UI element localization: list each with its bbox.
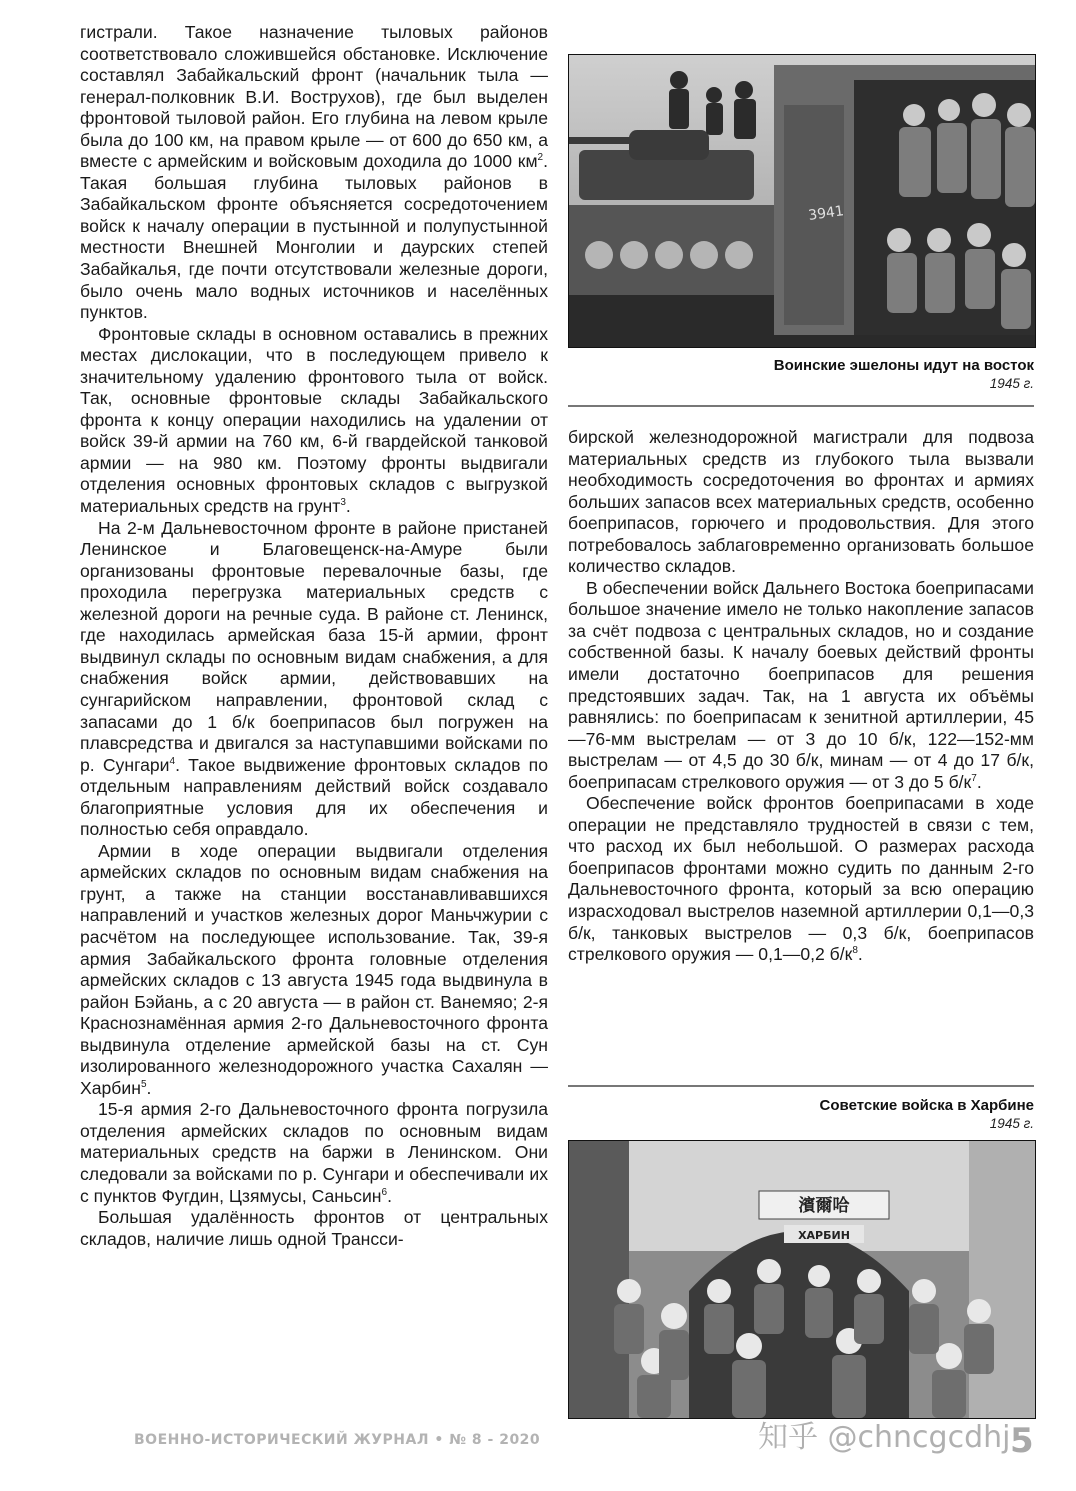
harbin-soldiers-photo [568,1140,1036,1419]
paragraph [80,324,548,518]
paragraph [80,518,548,841]
paragraph [568,578,1034,793]
left-text-column [80,22,548,1250]
paragraph-text: На 2-м Дальневосточном фронте в районе пристаней Ленинское и Благовещенск-на-Амуре были организованы фронтовые перевалочные базы, где проходила перегрузка материальных средств с железной дороги на речные суда. В районе ст. Ленинск, где находилась армейская база 15-й армии, фронт выдвинул склады по основным видам снабжения, а для снабжения войск армии, действовавших на сунгарийском направлении, фронтовой склад с запасами до 1 б/к боеприпасов был погружен на плавсредства и двигался за наступавшими войсками по р. Сунгари [80,517,548,775]
paragraph-text: Большая удалённость фронтов от центральных складов, наличие лишь одной Трансси- [80,1207,548,1249]
paragraph-text: Армии в ходе операции выдвигали отделения армейских складов по основным видам снабжения на грунт, а также на станции восстанавливавшихся направлений и участков железных дорог Маньчжурии с расчётом на последующее использование. Так, 39-я армия Забайкальского фронта головные отделения армейских складов с 13 августа 1945 года выдвинула в район Бэйань, а с 20 августа — в район ст. Ванемяо; 2-я Краснознамённая армия 2-го Дальневосточного фронта выдвинула отделение армейской базы на ст. Сун изолированного железнодорожного участка Сахалян — Харбин [80,840,548,1098]
footnote-ref: 4 [169,755,176,767]
paragraph [568,793,1034,965]
paragraph-text: В обеспечении войск Дальнего Востока боеприпасами большое значение имело не только накопление запасов за счёт подвоза с центральных складов, но и создание собственной базы. К началу боевых действий фронты имели достаточно боеприпасов для решения предстоявших задач. Так, на 1 августа их объёмы равнялись: по боеприпасам к зенитной артиллерии, 45—76-мм выстрелам — от 3 до 10 б/к, 122—152-мм выстрелам — от 4,5 до 30 б/к, минам — от 4 до 17 б/к, боеприпасам стрелкового оружия — от 3 до 5 б/к [568,577,1034,792]
train-photo-year: 1945 г. [989,376,1034,391]
paragraph-text: бирской железнодорожной магистрали для подвоза материальных средств из глубокого тыла вызвали необходимость сосредоточения во фронтах и армиях больших запасов всех материальных средств, особенно боеприпасов, горючего и продовольствия. Для этого потребовалось заблаговременно организовать большое количество складов. [568,427,1034,577]
paragraph-tail: . [976,771,982,792]
paragraph [568,427,1034,578]
journal-name: ВОЕННО-ИСТОРИЧЕСКИЙ ЖУРНАЛ [134,1432,429,1448]
train-photo-illustration [569,55,1035,347]
paragraph-tail: . [387,1185,392,1206]
footnote-ref: 7 [971,772,977,784]
paragraph [80,841,548,1100]
train-echelon-photo [568,54,1036,348]
paragraph-text: Обеспечение войск фронтов боеприпасами в ходе операции не представляло трудностей в связи с тем, что расход их был небольшой. О размерах расхода боеприпасов фронтами можно судить по данным 2-го Дальневосточного фронта, который за всю операцию израсходовал выстрелов наземной артиллерии 0,1—0,3 б/к, танковых выстрелов — 0,3 б/к, боеприпасов стрелкового оружия — 0,1—0,2 б/к [568,793,1034,965]
divider-bottom [568,1085,1034,1087]
footnote-ref: 8 [852,945,858,957]
harbin-photo-illustration [569,1141,1035,1418]
harbin-sign-chinese: 濱爾哈 [798,1196,850,1216]
paragraph-text: 15-я армия 2-го Дальневосточного фронта погрузила отделения армейских складов по основным видам материальных средств на баржи в Ленинском. Они следовали за войсками по р. Сунгари и обеспечивали их с пунктов Фугдин, Цзямусы, Саньсин [80,1099,548,1206]
harbin-photo-caption: Советские войска в Харбине [819,1097,1034,1114]
train-photo-caption: Воинские эшелоны идут на восток [773,357,1034,374]
journal-issue: • № 8 - 2020 [434,1432,541,1448]
footnote-ref: 5 [140,1078,147,1090]
paragraph-tail: . [857,944,863,965]
right-text-column [568,427,1034,966]
paragraph-tail: . [345,496,351,517]
car-number-text: 3941 [807,203,845,224]
paragraph [80,22,548,324]
divider-top [568,405,1034,407]
harbin-photo-year: 1945 г. [989,1116,1034,1131]
footnote-ref: 3 [340,497,346,509]
paragraph-tail: . [146,1077,152,1098]
footnote-ref: 2 [537,152,544,164]
footnote-ref: 6 [381,1186,388,1198]
harbin-sign-text: ХАРБИН [798,1229,850,1242]
paragraph [80,1099,548,1207]
journal-footer [134,1432,540,1448]
page-number: 5 [1010,1421,1034,1461]
paragraph [80,1207,548,1250]
paragraph-text: Фронтовые склады в основном оставались в прежних местах дислокации, что в последующем привело к значительному удалению фронтового тыла от войск. Так, основные фронтовые склады Забайкальского фронта к концу операции находились на удалении от войск 39-й армии на 760 км, 6-й гвардейской танковой армии — на 980 км. Поэтому фронты выдвигали отделения основных фронтовых складов с выгрузкой материальных средств на грунт [80,323,548,517]
paragraph-tail: . Такая большая глубина тыловых районов в Забайкальском фронте объясняется сосредоточением войск к началу операции в пустынной и полупустынной местности Внешней Монголии и даурских степей Забайкалья, где почти отсутствовали железные дороги, было очень мало водных источников и населённых пунктов. [80,151,548,323]
paragraph-tail: . Такое выдвижение фронтовых складов по отдельным направлениям действий войск создавало благоприятные условия для их обеспечения и полностью себя оправдало. [80,754,548,840]
paragraph-text: гистрали. Такое назначение тыловых районов соответствовало сложившейся обстановке. Исключение составлял Забайкальский фронт (начальник тыла — генерал-полковник В.И. Вострухов), где был выделен фронтовой тыловой район. Его глубина на левом крыле была до 100 км, на правом крыле — от 600 до 650 км, а вместе с армейским и войсковым доходила до 1000 км [80,22,548,172]
watermark-text: 知乎 @chncgcdhj [758,1420,1011,1455]
